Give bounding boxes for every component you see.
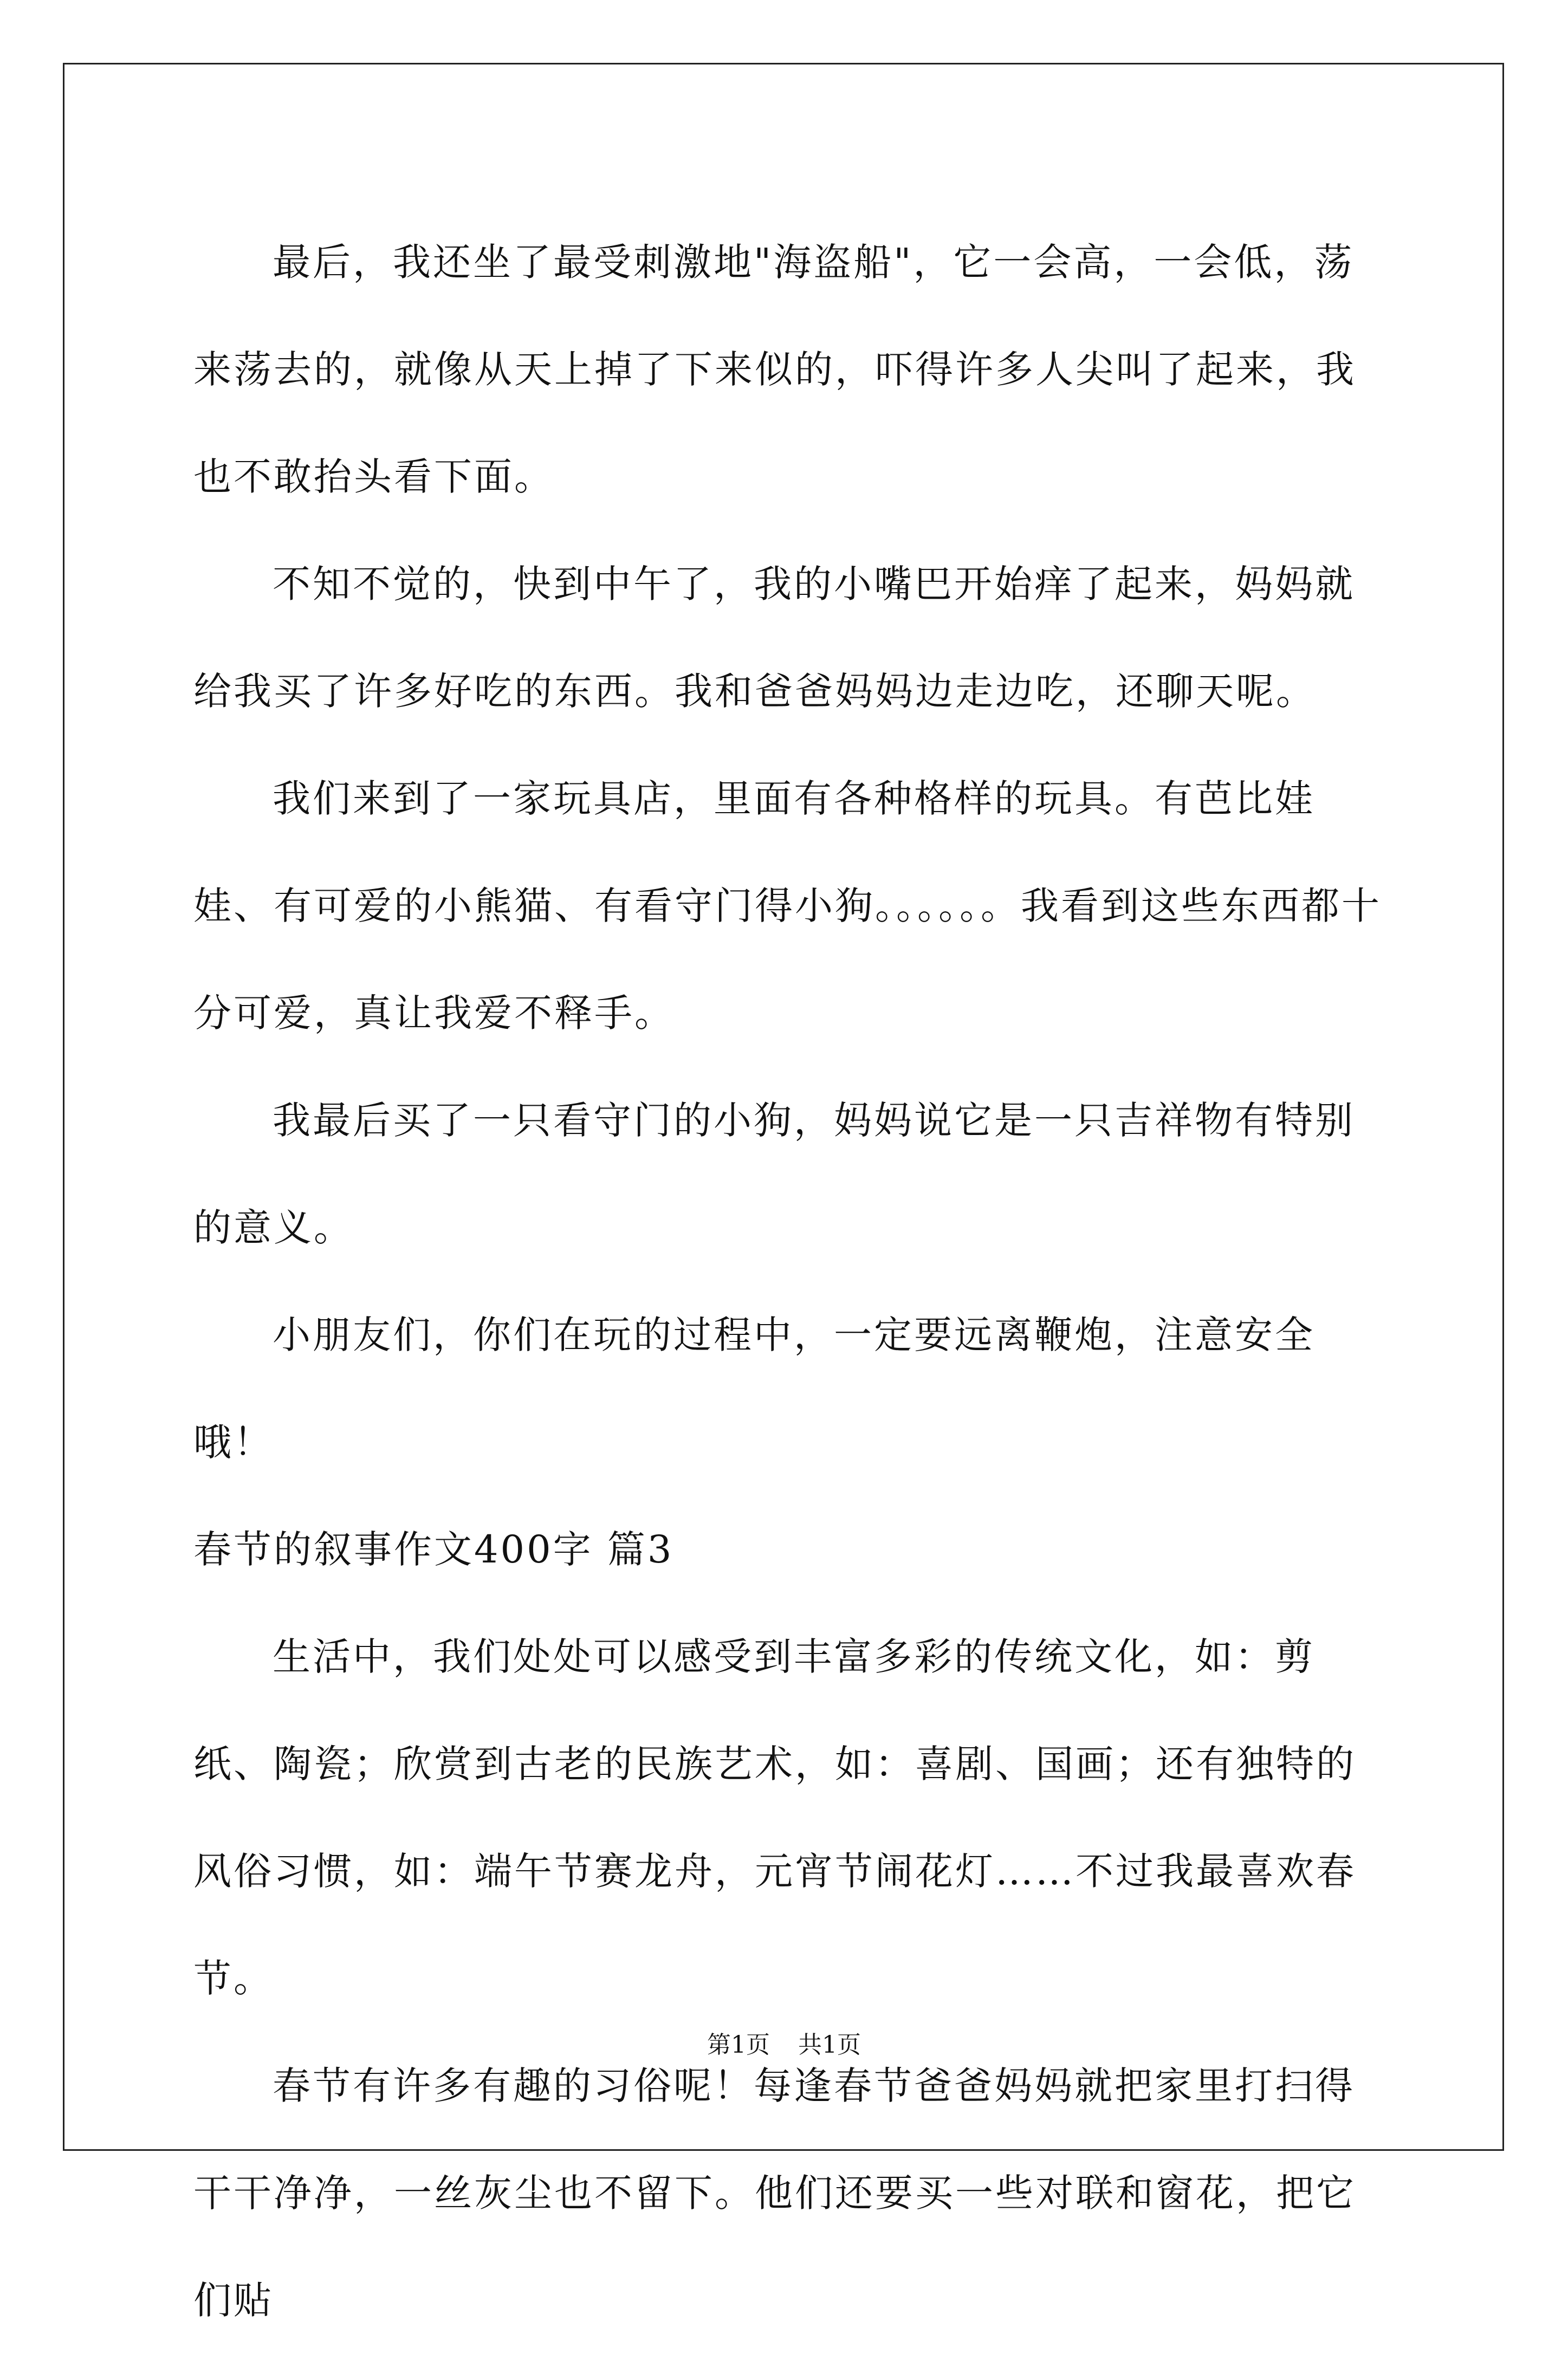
page-footer — [0, 2025, 1568, 2060]
page-number: 第1页 — [707, 2031, 770, 2059]
paragraph: 我们来到了一家玩具店，里面有各种格样的玩具。有芭比娃娃、有可爱的小熊猫、有看守门得小狗。。。。。。我看到这些东西都十分可爱，真让我爱不释手。 — [193, 776, 1382, 1035]
paragraph: 我最后买了一只看守门的小狗，妈妈说它是一只吉祥物有特别的意义。 — [193, 1098, 1355, 1250]
section-heading: 春节的叙事作文400字 篇3 — [193, 1527, 674, 1572]
paragraph: 不知不觉的，快到中午了，我的小嘴巴开始痒了起来，妈妈就给我买了许多好吃的东西。我和爸爸妈妈边走边吃，还聊天呢。 — [193, 562, 1355, 714]
paragraph: 小朋友们，你们在玩的过程中，一定要远离鞭炮，注意安全哦！ — [193, 1313, 1315, 1464]
paragraph: 生活中，我们处处可以感受到丰富多彩的传统文化，如：剪纸、陶瓷；欣赏到古老的民族艺术，如：喜剧、国画；还有独特的风俗习惯，如：端午节赛龙舟，元宵节闹花灯……不过我最喜欢春节。 — [193, 1635, 1356, 2001]
page-total: 共1页 — [798, 2031, 861, 2059]
paragraph: 春节有许多有趣的习俗呢！每逢春节爸爸妈妈就把家里打扫得干干净净，一丝灰尘也不留下。他们还要买一些对联和窗花，把它们贴 — [193, 2064, 1356, 2323]
paragraph: 最后，我还坐了最受刺激地"海盗船"，它一会高，一会低，荡来荡去的，就像从天上掉了下来似的，吓得许多人尖叫了起来，我也不敢抬头看下面。 — [193, 240, 1356, 499]
